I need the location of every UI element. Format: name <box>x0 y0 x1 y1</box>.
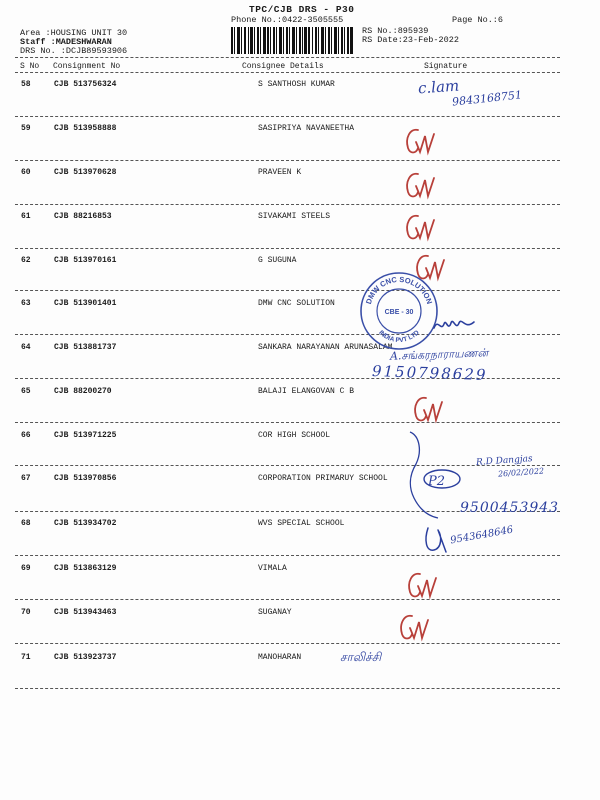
row-divider <box>15 116 560 117</box>
row-consignment: CJB 513863129 <box>54 564 117 573</box>
stamp-city-code: CBE - 30 <box>384 309 414 316</box>
column-header-signature: Signature <box>424 62 468 71</box>
column-header-sno: S No <box>20 62 40 71</box>
svg-text:DMW CNC SOLUTION <box>364 275 434 305</box>
row-consignee: SUGANAY <box>258 608 292 617</box>
table-row <box>0 608 600 652</box>
handwritten-phone: 9500453943 <box>460 500 560 516</box>
table-row <box>0 299 600 343</box>
handwritten-date: 26/02/2022 <box>497 466 545 479</box>
row-consignee: COR HIGH SCHOOL <box>258 431 331 440</box>
row-consignment: CJB 88200270 <box>54 387 112 396</box>
stamp-company-suffix: INDIA PVT LTD <box>377 329 421 345</box>
phone-number: Phone No.:0422-3505555 <box>231 15 344 25</box>
handwritten-signature: c.lam <box>417 76 460 98</box>
row-sno: 60 <box>21 168 31 177</box>
page-number: Page No.:6 <box>452 15 504 25</box>
handwritten-mark: P2 <box>428 474 446 489</box>
row-divider <box>15 422 560 423</box>
row-sno: 65 <box>21 387 31 396</box>
scribble-signature-icon <box>432 314 476 336</box>
row-sno: 66 <box>21 431 31 440</box>
row-sno: 62 <box>21 256 31 265</box>
table-row <box>0 124 600 168</box>
row-divider <box>15 204 560 205</box>
row-consignee: DMW CNC SOLUTION <box>258 299 335 308</box>
row-divider <box>15 160 560 161</box>
row-sno: 64 <box>21 343 31 352</box>
row-consignment: CJB 513923737 <box>54 653 117 662</box>
drs-number: DRS No. :DCJB89593906 <box>20 46 128 56</box>
row-consignee: CORPORATION PRIMARUY SCHOOL <box>258 474 388 483</box>
initials-signature-icon <box>410 392 446 426</box>
row-sno: 58 <box>21 80 31 89</box>
row-consignee: PRAVEEN K <box>258 168 302 177</box>
initials-signature-icon <box>396 610 432 644</box>
staff-label: Staff :MADESHWARAN <box>20 37 112 47</box>
row-sno: 63 <box>21 299 31 308</box>
row-consignee: VIMALA <box>258 564 287 573</box>
barcode-icon <box>231 27 353 54</box>
row-consignment: CJB 513943463 <box>54 608 117 617</box>
table-row <box>0 653 600 697</box>
table-row <box>0 256 600 300</box>
row-sno: 70 <box>21 608 31 617</box>
row-divider <box>15 555 560 556</box>
row-sno: 68 <box>21 519 31 528</box>
row-consignment: CJB 513970161 <box>54 256 117 265</box>
row-divider <box>15 688 560 689</box>
row-consignment: CJB 513958888 <box>54 124 117 133</box>
svg-text:INDIA PVT LTD <box>377 329 421 344</box>
row-divider <box>15 248 560 249</box>
initials-signature-icon <box>402 124 438 158</box>
row-divider <box>15 334 560 335</box>
initials-signature-icon <box>402 210 438 244</box>
row-consignment: CJB 88216853 <box>54 212 112 221</box>
column-header-consignee: Consignee Details <box>242 62 324 71</box>
row-sno: 69 <box>21 564 31 573</box>
row-consignment: CJB 513971225 <box>54 431 117 440</box>
header-divider <box>15 57 560 58</box>
column-header-consignment: Consignment No <box>53 62 121 71</box>
row-consignment: CJB 513970628 <box>54 168 117 177</box>
company-stamp <box>358 270 440 352</box>
area-label: Area :HOUSING UNIT 30 <box>20 28 128 38</box>
table-row <box>0 387 600 431</box>
table-row <box>0 212 600 256</box>
handwritten-phone: 9543648646 <box>449 524 515 547</box>
row-divider <box>15 290 560 291</box>
row-consignment: CJB 513970856 <box>54 474 117 483</box>
row-consignee: WVS SPECIAL SCHOOL <box>258 519 345 528</box>
row-consignee: BALAJI ELANGOVAN C B <box>258 387 355 396</box>
row-consignment: CJB 513934702 <box>54 519 117 528</box>
row-sno: 71 <box>21 653 31 662</box>
row-consignee: SANKARA NARAYANAN ARUNASALAM <box>258 343 393 352</box>
row-consignee: MANOHARAN <box>258 653 302 662</box>
handwritten-phone: 9150798629 <box>371 361 488 385</box>
scribble-signature-icon <box>420 522 450 558</box>
row-consignment: CJB 513901401 <box>54 299 117 308</box>
table-row <box>0 564 600 608</box>
row-consignee: SASIPRIYA NAVANEETHA <box>258 124 355 133</box>
handwritten-signature: சாலிச்சி <box>340 650 382 664</box>
row-divider <box>15 643 560 644</box>
column-header-divider <box>15 72 560 73</box>
table-row <box>0 343 600 387</box>
row-sno: 61 <box>21 212 31 221</box>
row-consignee: SIVAKAMI STEELS <box>258 212 331 221</box>
row-consignee: S SANTHOSH KUMAR <box>258 80 335 89</box>
row-consignment: CJB 513756324 <box>54 80 117 89</box>
row-divider <box>15 599 560 600</box>
stamp-company-name: DMW CNC SOLUTION <box>363 274 435 306</box>
initials-signature-icon <box>404 568 440 602</box>
handwritten-signature: R.D Dangjas <box>475 454 533 468</box>
row-sno: 59 <box>21 124 31 133</box>
rs-number: RS No.:895939 <box>362 26 429 36</box>
rs-date: RS Date:23-Feb-2022 <box>362 35 459 45</box>
row-sno: 67 <box>21 474 31 483</box>
sheet-title: TPC/CJB DRS - P30 <box>249 4 355 15</box>
row-consignment: CJB 513881737 <box>54 343 117 352</box>
row-consignee: G SUGUNA <box>258 256 297 265</box>
initials-signature-icon <box>402 168 438 202</box>
handwritten-phone: 9843168751 <box>451 88 523 109</box>
handwritten-signature: A.சங்கரநாராயணன் <box>389 346 489 363</box>
table-row <box>0 168 600 212</box>
